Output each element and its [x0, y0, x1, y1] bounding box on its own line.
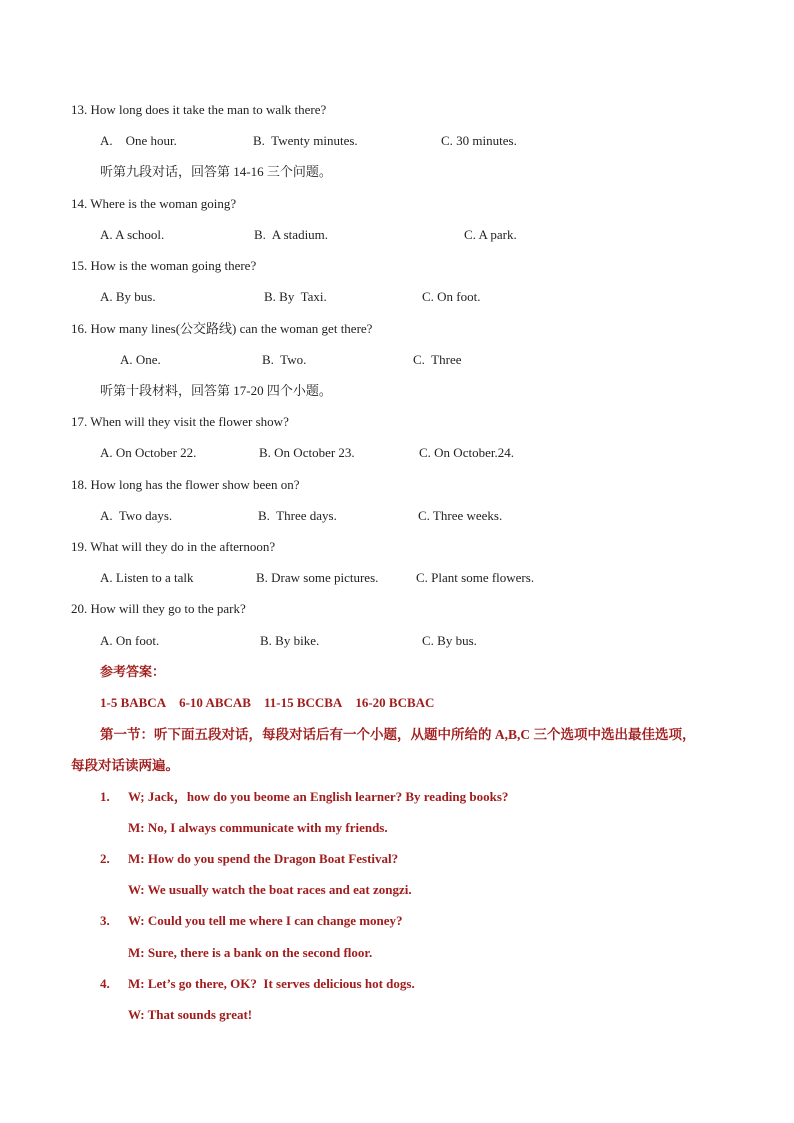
- option-b: B. Two.: [262, 352, 307, 367]
- script-intro-cont: 每段对话读两遍。: [71, 758, 179, 773]
- question-stem: 18. How long has the flower show been on?: [71, 477, 300, 492]
- dialogue-line: W: We usually watch the boat races and eat zongzi.: [128, 882, 412, 897]
- option-c: C. 30 minutes.: [441, 133, 517, 148]
- dialogue-line: W: That sounds great!: [128, 1007, 253, 1022]
- option-b: B. Draw some pictures.: [256, 570, 379, 585]
- question-stem: 16. How many lines(公交路线) can the woman get there?: [71, 321, 373, 336]
- option-a: A. A school.: [100, 227, 165, 242]
- section-instruction: 听第十段材料，回答第 17-20 四个小题。: [100, 383, 332, 398]
- dialogue-line: W: Could you tell me where I can change money?: [128, 913, 403, 928]
- option-a: A. By bus.: [100, 289, 156, 304]
- dialogue-number: 1.: [100, 789, 110, 804]
- option-c: C. On October.24.: [419, 445, 514, 460]
- option-c: C. By bus.: [422, 633, 477, 648]
- dialogue-line: M: Sure, there is a bank on the second floor.: [128, 945, 373, 960]
- option-c: C. Three weeks.: [418, 508, 503, 523]
- answers-heading: 参考答案：: [100, 664, 166, 679]
- section-instruction: 听第九段对话，回答第 14-16 三个问题。: [100, 164, 332, 179]
- dialogue-line: M: No, I always communicate with my friends.: [128, 820, 388, 835]
- question-stem: 13. How long does it take the man to walk there?: [71, 102, 327, 117]
- option-c: C. Plant some flowers.: [416, 570, 535, 585]
- script-intro: 第一节：听下面五段对话，每段对话后有一个小题，从题中所给的 A,B,C 三个选项中选出最佳选项，: [100, 727, 696, 742]
- option-c: C. On foot.: [422, 289, 481, 304]
- question-stem: 17. When will they visit the flower show?: [71, 414, 289, 429]
- option-c: C. Three: [413, 352, 462, 367]
- question-stem: 14. Where is the woman going?: [71, 196, 237, 211]
- dialogue-number: 2.: [100, 851, 110, 866]
- option-b: B. A stadium.: [254, 227, 329, 242]
- dialogue-line: M: Let’s go there, OK? It serves delicious hot dogs.: [128, 976, 415, 991]
- dialogue-number: 4.: [100, 976, 110, 991]
- dialogue-number: 3.: [100, 913, 110, 928]
- option-b: B. Twenty minutes.: [253, 133, 358, 148]
- option-b: B. By bike.: [260, 633, 320, 648]
- question-stem: 20. How will they go to the park?: [71, 601, 246, 616]
- option-b: B. By Taxi.: [264, 289, 327, 304]
- option-c: C. A park.: [464, 227, 517, 242]
- option-a: A. One.: [120, 352, 161, 367]
- option-b: B. Three days.: [258, 508, 337, 523]
- dialogue-line: M: How do you spend the Dragon Boat Festival?: [128, 851, 399, 866]
- answer-keys: 1-5 BABCA 6-10 ABCAB 11-15 BCCBA 16-20 BCBAC: [100, 695, 435, 710]
- option-a: A. Two days.: [100, 508, 173, 523]
- option-a: A. On foot.: [100, 633, 160, 648]
- question-stem: 15. How is the woman going there?: [71, 258, 257, 273]
- option-b: B. On October 23.: [259, 445, 355, 460]
- option-a: A. Listen to a talk: [100, 570, 194, 585]
- dialogue-line: W; Jack，how do you beome an English learner? By reading books?: [128, 789, 509, 804]
- option-a: A. One hour.: [100, 133, 177, 148]
- question-stem: 19. What will they do in the afternoon?: [71, 539, 276, 554]
- option-a: A. On October 22.: [100, 445, 197, 460]
